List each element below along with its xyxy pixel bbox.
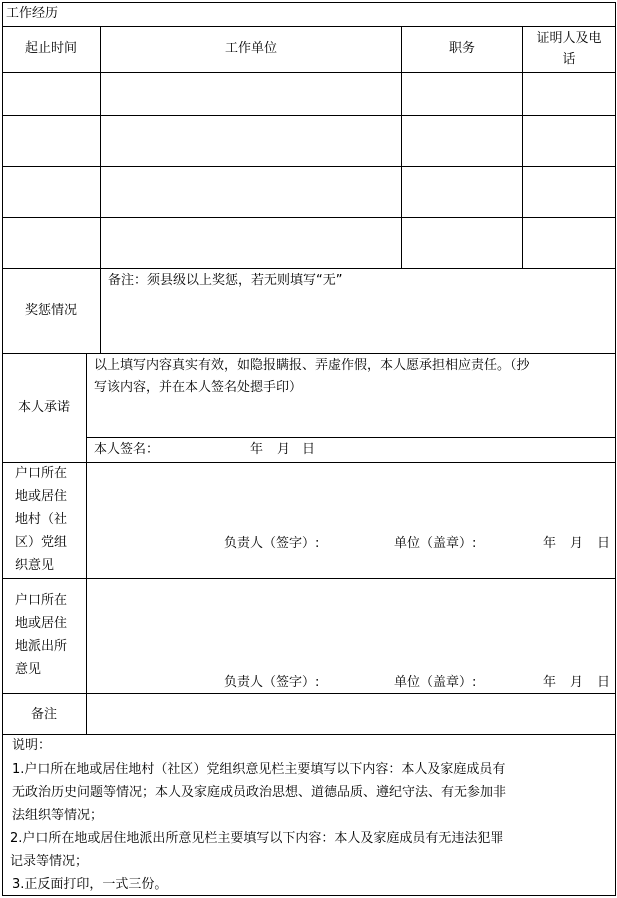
remarks-input[interactable] [87,694,615,734]
signature-label: 本人签名： [94,442,160,457]
police-label-l1: 户口所在 [15,593,68,608]
sign-month: 月 [277,442,291,457]
rule [86,353,87,735]
col-position: 职务 [448,41,475,56]
work-row-2-witness[interactable] [523,116,615,166]
sign-day: 日 [302,442,316,457]
remarks-label: 备注 [30,707,57,722]
work-row-1-position[interactable] [402,73,522,115]
col-period: 起止时间 [24,41,77,56]
rule [2,353,616,354]
pledge-text-l2: 写该内容，并在本人签名处摁手印） [94,380,303,395]
party-label-l5: 织意见 [15,558,55,573]
work-row-4-position[interactable] [402,218,522,268]
party-month: 月 [570,536,584,551]
notes-title: 说明： [12,738,52,753]
work-row-3-employer[interactable] [101,167,401,217]
work-row-3-witness[interactable] [523,167,615,217]
sign-year: 年 [250,442,264,457]
work-row-3-period[interactable] [3,167,100,217]
police-year: 年 [543,675,557,690]
pledge-text-l1: 以上填写内容真实有效，如隐报瞒报、弄虚作假，本人愿承担相应责任。（抄 [94,358,530,373]
work-row-4-employer[interactable] [101,218,401,268]
awards-label: 奖惩情况 [24,303,77,318]
rule [2,734,616,735]
police-month: 月 [570,675,584,690]
rule [87,437,616,438]
work-row-1-witness[interactable] [523,73,615,115]
party-label-l4: 区）党组 [15,535,68,550]
work-section-title: 工作经历 [6,6,59,21]
rule [2,26,616,27]
work-row-4-period[interactable] [3,218,100,268]
work-row-4-witness[interactable] [523,218,615,268]
note-1-l1: 1.户口所在地或居住地村（社区）党组织意见栏主要填写以下内容：本人及家庭成员有 [12,762,506,777]
border-right [615,2,616,896]
party-responsible: 负责人（签字）: [224,536,320,551]
police-responsible: 负责人（签字）: [224,675,320,690]
awards-note: 备注：须县级以上奖惩，若无则填写“无” [108,273,343,288]
note-2-l2: 记录等情况； [10,854,89,869]
work-row-2-employer[interactable] [101,116,401,166]
party-label-l1: 户口所在 [15,466,68,481]
note-1-l2: 无政治历史问题等情况；本人及家庭成员政治思想、道德品质、遵纪守法、有无参加非 [12,785,507,800]
police-label-l4: 意见 [15,662,42,677]
party-opinion-input[interactable] [87,463,615,533]
police-opinion-input[interactable] [87,579,615,671]
col-employer: 工作单位 [224,41,277,56]
party-day: 日 [597,536,611,551]
police-day: 日 [597,675,611,690]
police-unit: 单位（盖章）: [394,675,477,690]
pledge-label: 本人承诺 [17,400,70,415]
note-3: 3.正反面打印，一式三份。 [12,877,168,892]
police-label-l2: 地或居住 [15,616,68,631]
awards-input[interactable] [101,292,615,353]
work-row-2-position[interactable] [402,116,522,166]
note-2-l1: 2.户口所在地或居住地派出所意见栏主要填写以下内容：本人及家庭成员有无违法犯罪 [10,831,504,846]
party-year: 年 [543,536,557,551]
col-witness-l2: 话 [562,52,576,67]
police-label-l3: 地派出所 [15,639,68,654]
signature-input[interactable] [164,439,244,461]
work-row-3-position[interactable] [402,167,522,217]
rule [2,268,616,269]
party-label-l3: 地村（社 [15,512,68,527]
work-row-1-period[interactable] [3,73,100,115]
border-top [2,2,616,3]
work-row-1-employer[interactable] [101,73,401,115]
party-label-l2: 地或居住 [15,489,68,504]
work-row-2-period[interactable] [3,116,100,166]
note-1-l3: 法组织等情况； [12,808,104,823]
col-witness-l1: 证明人及电 [536,31,602,46]
border-bottom [2,895,616,896]
party-unit: 单位（盖章）: [394,536,477,551]
